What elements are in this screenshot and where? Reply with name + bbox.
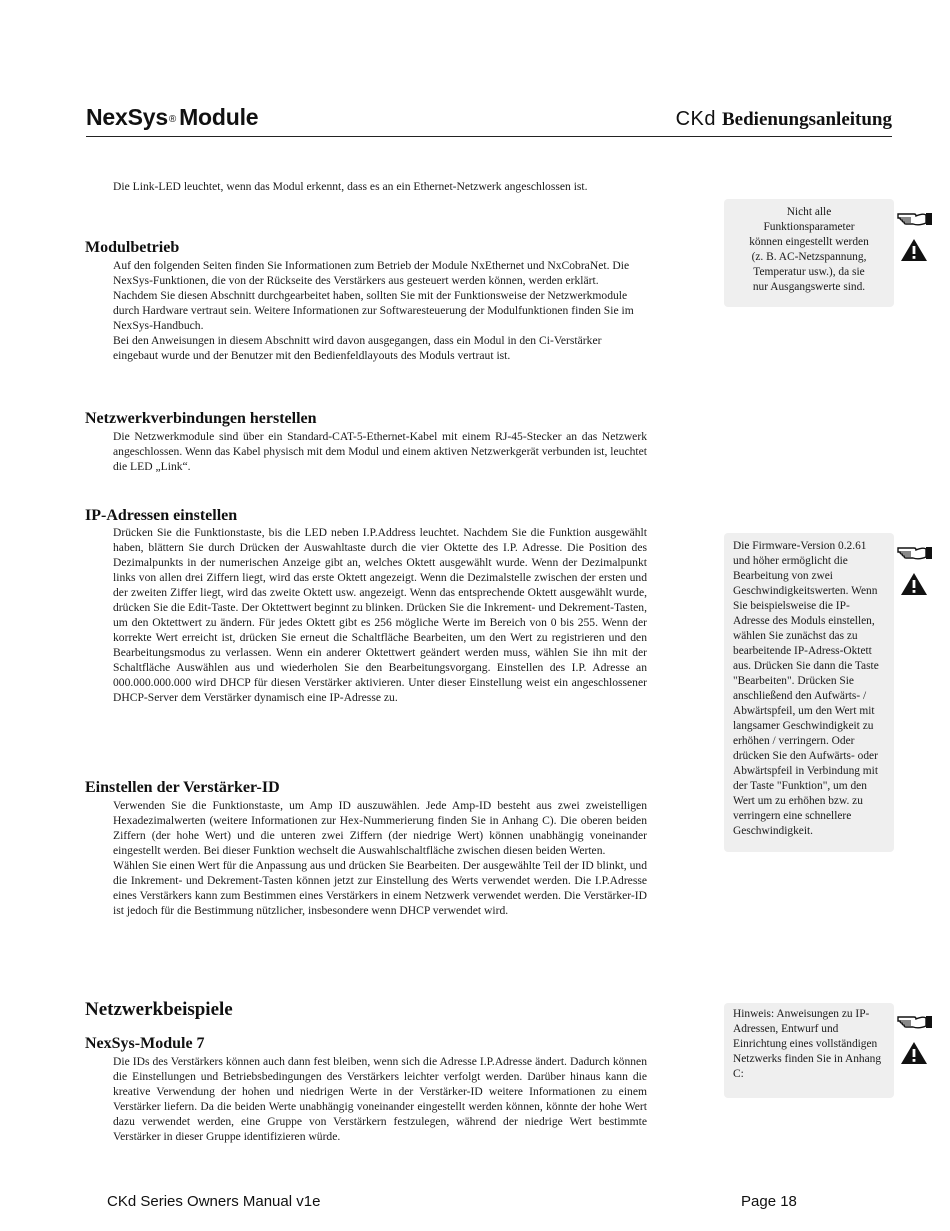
paragraph: Verwenden Sie die Funktionstaste, um Amp ID auszuwählen. Jede Amp-ID besteht aus zwei zweistelligen Hexadezimalwerten (weitere Informationen zur Hex-Nummerierung finden Sie in Anhang C). Die oberen beiden Ziffern (der hohe Wert) und die unteren zwei Ziffern (der niedrige Wert) können unabhängig voneinander eingestellt werden. Bei dieser Funktion wechselt die Auswahlschaltfläche zwischen diesen beiden Werten. [113, 799, 647, 857]
section-body-modulbetrieb [113, 258, 647, 363]
document-title [86, 104, 258, 131]
pointing-hand-icon [897, 540, 933, 562]
intro-paragraph [113, 179, 647, 194]
note-line: Nicht alle [786, 206, 832, 218]
section-heading-ip-adressen: IP-Adressen einstellen [85, 507, 238, 524]
section-heading-netzwerkverbindungen: Netzwerkverbindungen herstellen [85, 410, 317, 427]
pointing-hand-icon [897, 206, 933, 228]
page-header [86, 104, 892, 137]
intro-text: Die Link-LED leuchtet, wenn das Modul erkennt, dass es an ein Ethernet-Netzwerk angeschlossen ist. [113, 180, 588, 193]
paragraph: Nachdem Sie diesen Abschnitt durchgearbeitet haben, sollten Sie mit der Funktionsweise der Netzwerkmodule durch Hardware vertraut sein. Weitere Informationen zur Softwaresteuerung der Modulfunktionen finden Sie im NexSys-Handbuch. [113, 289, 634, 332]
note-line: (z. B. AC-Netzspannung, [751, 251, 867, 263]
subsection-heading-nexsys-module-7: NexSys-Module 7 [85, 1035, 205, 1052]
footer-manual-title: CKd Series Owners Manual v1e [107, 1193, 321, 1210]
note-icons-1 [897, 206, 933, 262]
note-line: Funktionsparameter [763, 221, 855, 233]
footer-page-number: Page 18 [741, 1193, 797, 1210]
side-note-parameters [724, 199, 894, 307]
section-body-ip-adressen [113, 525, 647, 705]
warning-triangle-icon [900, 238, 928, 262]
paragraph: Drücken Sie die Funktionstaste, bis die LED neben I.P.Address leuchtet. Nachdem Sie die Funktion ausgewählt haben, blättern Sie durch Drücken der Auswahltaste durch die vier Oktette des I.P. Adresse. Die Position des Dezimalpunkts in der numerischen Anzeige gibt an, welches Oktett ausgewählt wurde. Wenn der Dezimalpunkt links von allen drei Ziffern liegt, wird das erste Oktett angezeigt. Wenn die Dezimalstelle zwischen der ersten und der zweiten Ziffer liegt, wird das zweite Oktett usw. angezeigt. Wenn das entsprechende Oktett ausgewählt wurde, drücken Sie die Edit-Taste. Der Oktettwert beginnt zu blinken. Drücken Sie die Inkrement- und Dekrement-Tasten, um den Oktettwert zu ändern. Für jedes Oktett gibt es 256 mögliche Werte im Bereich von 0 bis 255. Wenn der korrekte Wert erreicht ist, drücken Sie erneut die Schaltfläche Bearbeiten, um den Wert zu registrieren und den Bearbeitungsmodus zu verlassen. Wenn ein anderer Oktettwert geändert werden muss, wählen Sie ihn mit der Schaltfläche Auswählen aus und wiederholen Sie den Bearbeitungsvorgang. Einstellen des I.P. Adresse an 000.000.000.000 wird DHCP für diesen Verstärker aktivieren. Unter dieser Einstellung weist ein angeschlossener DHCP-Server dem Verstärker dynamisch eine IP-Adresse zu. [113, 526, 647, 704]
side-note-firmware [724, 533, 894, 852]
side-note-hinweis [724, 1003, 894, 1098]
title-main: NexSys [86, 104, 168, 130]
warning-triangle-icon [900, 1041, 928, 1065]
paragraph: Die IDs des Verstärkers können auch dann fest bleiben, wenn sich die Adresse I.P.Adresse ändert. Dadurch können die Einstellungen und Betriebsbedingungen des Verstärkers leichter verfolgt werden. Darüber hinaus kann die kreative Verwendung der hohen und niedrigen Werte in der Verstärker-ID weitere Informationen zu einem Verstärker liefern. Da die beiden Werte unabhängig voneinander eingestellt werden können, könnte der hohe Wert dazu verwendet werden, eine Gruppe von Verstärkern festzulegen, während der niedrige Wert bestimmte Verstärker in dieser Gruppe identifizieren würde. [113, 1055, 647, 1143]
pointing-hand-icon [897, 1009, 933, 1031]
brand-logo: CKd [675, 108, 716, 130]
section-heading-netzwerkbeispiele: Netzwerkbeispiele [85, 999, 233, 1020]
section-body-netzwerkbeispiele [113, 1054, 647, 1144]
note-icons-2 [897, 540, 933, 596]
paragraph: Wählen Sie einen Wert für die Anpassung aus und drücken Sie Bearbeiten. Der ausgewählte Teil der ID blinkt, und die Inkrement- und Dekrement-Tasten können jetzt zur Einstellung des Werts verwendet werden. Die I.P.Adresse eines Verstärkers kann zum Bestimmen eines Verstärkers in einem Netzwerk verwendet werden. Die Verstärker-ID ist jedoch für die Bestimmung nützlicher, insbesondere wenn DHCP verwendet wird. [113, 859, 647, 917]
section-body-netzwerkverbindungen [113, 429, 647, 474]
registered-mark: ® [168, 114, 177, 125]
note-line: können eingestellt werden [749, 236, 869, 248]
manual-label: Bedienungsanleitung [722, 109, 892, 130]
manual-label-group [676, 108, 892, 131]
paragraph: Bei den Anweisungen in diesem Abschnitt wird davon ausgegangen, dass ein Modul in den Ci-Verstärker eingebaut wurde und der Benutzer mit den Bedienfeldlayouts des Moduls vertraut ist. [113, 334, 602, 362]
note-icons-3 [897, 1009, 933, 1065]
warning-triangle-icon [900, 572, 928, 596]
note-text: Hinweis: Anweisungen zu IP-Adressen, Entwurf und Einrichtung eines vollständigen Netzwerks finden Sie in Anhang C: [733, 1008, 882, 1080]
note-text: Die Firmware-Version 0.2.61 und höher ermöglicht die Bearbeitung von zwei Geschwindigkeitswerten. Wenn Sie beispielsweise die IP-Adresse des Moduls einstellen, wählen Sie zunächst das zu bearbeitende IP-Adress-Oktett aus. Drücken Sie dann die Taste "Bearbeiten". Drücken Sie anschließend den Aufwärts- / Abwärtspfeil, um den Wert mit langsamer Geschwindigkeit zu erhöhen / verringern. Oder drücken Sie den Aufwärts- oder Abwärtspfeil in Verbindung mit der Taste "Funktion", um den Wert um zu erhöhen bzw. zu verringern eine schnellere Geschwindigkeit. [733, 540, 879, 837]
paragraph: Auf den folgenden Seiten finden Sie Informationen zum Betrieb der Module NxEthernet und NxCobraNet. Die NexSys-Funktionen, die von der Rückseite des Verstärkers aus gesteuert werden können, werden erklärt. [113, 259, 630, 287]
section-heading-verstaerker-id: Einstellen der Verstärker-ID [85, 779, 280, 796]
note-line: Temperatur usw.), da sie [753, 266, 865, 278]
paragraph: Die Netzwerkmodule sind über ein Standard-CAT-5-Ethernet-Kabel mit einem RJ-45-Stecker an das Netzwerk angeschlossen. Wenn das Kabel physisch mit dem Modul und einem aktiven Netzwerkgerät verbunden ist, leuchtet die LED „Link“. [113, 430, 647, 473]
section-heading-modulbetrieb: Modulbetrieb [85, 239, 180, 256]
section-body-verstaerker-id [113, 798, 647, 918]
title-suffix: Module [179, 104, 259, 130]
note-line: nur Ausgangswerte sind. [752, 281, 866, 293]
